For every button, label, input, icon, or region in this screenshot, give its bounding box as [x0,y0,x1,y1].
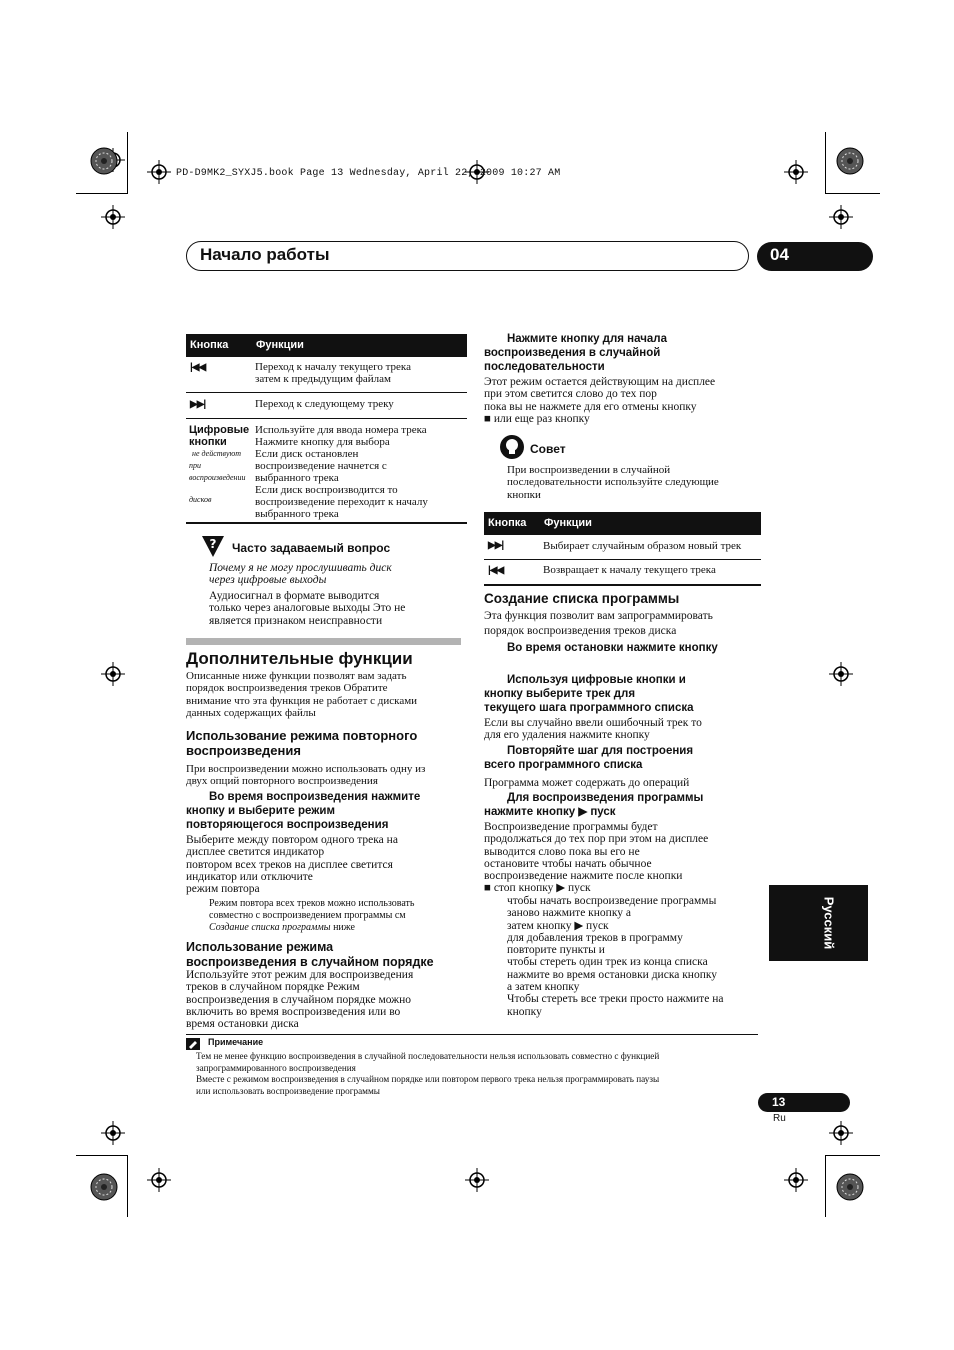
section-intro: Описанные ниже функции позволят вам задать порядок воспроизведения треков Обратите внимание что эта функция не работает с дисками данных содержащих файлы [186,670,418,719]
table-cell: Выбирает случайным образом новый трек [543,540,742,552]
instruction-step: Во время остановки нажмите кнопку [507,642,718,654]
prev-track-icon: |◀◀ [488,565,504,576]
trim-mark [127,132,128,194]
trim-mark [825,132,826,194]
table-header [484,512,761,535]
column-header-function: Функции [544,517,592,529]
book-info: PD-D9MK2_SYXJ5.book Page 13 Wednesday, April 22, 2009 10:27 AM [176,168,561,179]
paragraph: Если вы случайно ввели ошибочный трек то для его удаления нажмите кнопку [484,717,702,742]
trim-mark [825,1155,880,1156]
note-text: Тем не менее функцию воспроизведения в случайной последовательности нельзя использовать совместно с функцией запрограммированного воспроизведения Вместе с режимом воспроизведения в случайном порядке или повтором первого трека нельзя программировать паузы или использовать воспроизведение программы [196,1051,660,1096]
section-title: Дополнительные функции [186,649,413,668]
color-rosette-icon [90,147,118,175]
svg-text:?: ? [209,537,217,551]
note-text: Режим повтора всех треков можно использовать совместно с воспроизведением программы см Создание списка программы ниже [209,898,415,933]
instruction-step: Нажмите кнопку для начала воспроизведения в случайной последовательности [484,333,668,373]
instruction-step: Повторяйте шаг для построения всего программного списка [484,745,694,771]
question-icon [200,533,226,559]
trim-mark [76,1155,128,1156]
paragraph: Этот режим остается действующим на дисплее при этом светится слово до тех пор пока вы не нажмете для его отмены кнопку ■ или еще раз кнопку [484,376,716,425]
paragraph: чтобы начать воспроизведение программы заново нажмите кнопку а затем кнопку ▶ пуск для добавления треков в программу повторите пункты и чтобы стереть один трек из конца списка нажмите во время остановки диска кнопку а затем кнопку Чтобы стереть все треки просто нажмите на кнопку [507,895,724,1018]
tip-title: Совет [530,442,566,456]
lightbulb-icon [499,434,525,460]
registration-mark-icon [829,662,853,686]
registration-mark-icon [101,205,125,229]
paragraph: При воспроизведении можно использовать одну из двух опций повторного воспроизведения [186,763,426,788]
color-rosette-icon [836,1173,864,1201]
paragraph: Используйте этот режим для воспроизведения треков в случайном порядке Режим воспроизведения в случайном порядке можно включить во время воспроизведения или во время остановки диска [186,969,414,1031]
color-rosette-icon [836,147,864,175]
table-cell: Переход к следующему треку [255,398,394,410]
tip-text: При воспроизведении в случайной последовательности используйте следующие кнопки [507,464,719,501]
color-rosette-icon [90,1173,118,1201]
registration-mark-icon [147,160,171,184]
note-title: Примечание [208,1037,264,1047]
note-top-rule [186,1034,758,1035]
subsection-title: Создание списка программы [484,591,680,606]
page-number: 13 [758,1093,850,1112]
table-bottom-rule [484,584,761,586]
faq-question: Почему я не могу прослушивать диск через цифровые выходы [209,562,392,587]
trim-mark [127,1155,128,1217]
trim-mark [76,193,128,194]
trim-mark [825,1155,826,1217]
paragraph: Выберите между повтором одного трека на дисплее светится индикатор повтором всех треков на дисплее светится индикатор или отключите режим повтора [186,834,398,896]
paragraph: Воспроизведение программы будет продолжаться до тех пор при этом на дисплее выводится слово пока вы его не остановите чтобы начать обычное воспроизведение нажмите после кнопки ■ стоп кнопку ▶ пуск [484,821,709,895]
next-track-icon: ▶▶| [488,540,504,551]
registration-mark-icon [784,160,808,184]
table-divider [186,418,467,419]
faq-title: Часто задаваемый вопрос [232,541,391,555]
subsection-title: Использование режима повторного воспроизведения [186,728,418,758]
section-divider [186,638,461,645]
registration-mark-icon [829,205,853,229]
table-bottom-rule [186,522,467,524]
faq-answer: Аудиосигнал в формате выводится только через аналоговые выходы Это не является признаком неисправности [209,590,406,627]
registration-mark-icon [465,1168,489,1192]
language-tab: Русский [769,885,868,961]
paragraph: Программа может содержать до операций [484,777,690,789]
table-cell-key: Цифровые кнопки [189,424,250,448]
table-divider [186,392,467,393]
note-pencil-icon [186,1038,200,1050]
instruction-step: Используя цифровые кнопки и кнопку выберите трек для текущего шага программного списка [484,674,694,714]
table-divider [484,559,761,560]
registration-mark-icon [147,1168,171,1192]
registration-mark-icon [101,662,125,686]
next-track-icon: ▶▶| [190,399,206,410]
paragraph: Эта функция позволит вам запрограммировать порядок воспроизведения треков диска [484,610,713,637]
trim-mark [825,193,880,194]
registration-mark-icon [101,1121,125,1145]
column-header-button: Кнопка [190,339,229,351]
page-title: Начало работы [200,245,330,264]
table-cell-note: не действуют при воспроизведении дисков [189,449,246,504]
subsection-title: Использование режима воспроизведения в случайном порядке [186,940,434,969]
page-language: Ru [773,1113,786,1124]
registration-mark-icon [829,1121,853,1145]
instruction-step: Для воспроизведения программы нажмите кнопку ▶ пуск [484,792,704,818]
chapter-number: 04 [757,242,873,271]
prev-track-icon: |◀◀ [190,362,206,373]
table-cell: Переход к началу текущего трека затем к предыдущим файлам [255,361,411,385]
column-header-button: Кнопка [488,517,527,529]
table-cell: Используйте для ввода номера трека Нажмите кнопку для выбора Если диск остановлен воспроизведение начнется с выбранного трека Если диск воспроизводится то воспроизведение переходит к началу выбранного трека [255,424,428,520]
column-header-function: Функции [256,339,304,351]
instruction-step: Во время воспроизведения нажмите кнопку и выберите режим повторяющегося воспроизведения [186,791,421,831]
registration-mark-icon [784,1168,808,1192]
table-cell: Возвращает к началу текущего трека [543,564,716,576]
table-header [186,334,467,357]
